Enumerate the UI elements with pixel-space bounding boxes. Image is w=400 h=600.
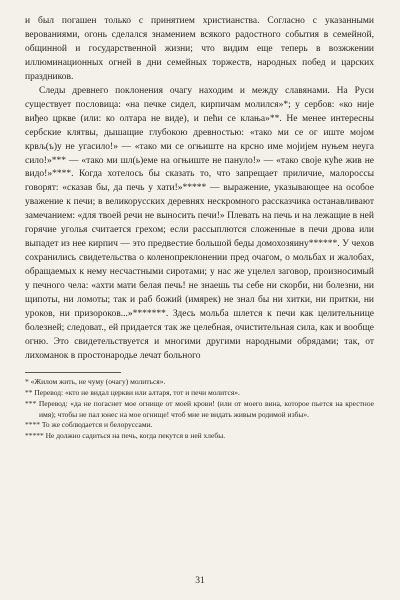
paragraph: Следы древнего поклонения очагу находим и между славянами. На Руси существует пословица: «на печке сидел, кирпичам молился»*; у сербов: «ко ниjе виђео цркве (или: ко олтара не виде), и пећи се клања»**. Не менее интересны сербские клятвы, дышащие глубокою древностью: «тако ми се ог иште мојом крвљ(ъ)у не угасило!» — «тако ми се огњиште на крсно име мојијем нуњем неуга сило!»*** — «тако ми шл(ь)еме на огњиште не панулo!» — «тако своје куће жив не видо!»****. Когда хотелось бы сказать то, что запрещает приличие, малороссы говорят: «сказав бы, да печь у хати!»***** — выражение, указывающее на особое уважение к печи; в великорусских деревнях нескромного рассказчика останавливают замечанием: «для твоей речи не выносить печи!» Плевать на печь и на лежащие в ней горячие уголья считается грехом; если рассыплются сложенные в печи дрова или выпадет из нее кирпич — это предвестие большой беды домохозяину******. У чехов сохранились свидетельства о коленопреклонении пред очагом, о мольбах и жалобах, обращаемых к нему несчастными сиротами; у нас же уцелел заговор, произносимый у печного чела: «ахти мати белая печь! не знаешь ты себе ни скорби, ни болезни, ни щипоты, ни ломоты; так и раб божий (имярек) не знал бы ни хитки, ни притки, ни уроков, ни призороков...»*******. Здесь мольба шлется к печи как целительнице болезней; следоват., ей придается так же целебная, очистительная сила, как и вообще огню. Это свидетельствуется и многими другими народными обрядами; так, от лихоманок в простонародье лечат больного: [25, 85, 374, 361]
footnote-divider: [25, 372, 121, 373]
page-number: 31: [195, 576, 205, 586]
footnote: ** Перевод: «кто не видал церкви или алтаря, тот и печи молится».: [25, 387, 240, 397]
footnote: *** Перевод: «да не погаснет мое огнище от моей крови! (или от моего вина, которое пьется на крестное имя); чтобы не пал юнес на мое огнище! чтоб мне не видать живым родимой избы».: [25, 398, 374, 419]
footnote: * «Жилом жить, не чуму (очагу) молиться».: [25, 376, 166, 386]
footnote: **** То же соблюдается и белоруссами.: [25, 420, 153, 430]
paragraph: и был погашен только с принятием христианства. Согласно с указанными верованиями, огонь сделался знамением всякого радостного события в семейной, общинной и государственной жизни; что видим еще теперь в возжжении иллюминационных огней в дни семейных торжеств, народных побед и царских праздников.: [25, 16, 374, 82]
footnotes: [25, 377, 374, 442]
main-text: [25, 15, 374, 364]
footnote: ***** Не должно садиться на печь, когда пекутся в ней хлебы.: [25, 431, 226, 441]
